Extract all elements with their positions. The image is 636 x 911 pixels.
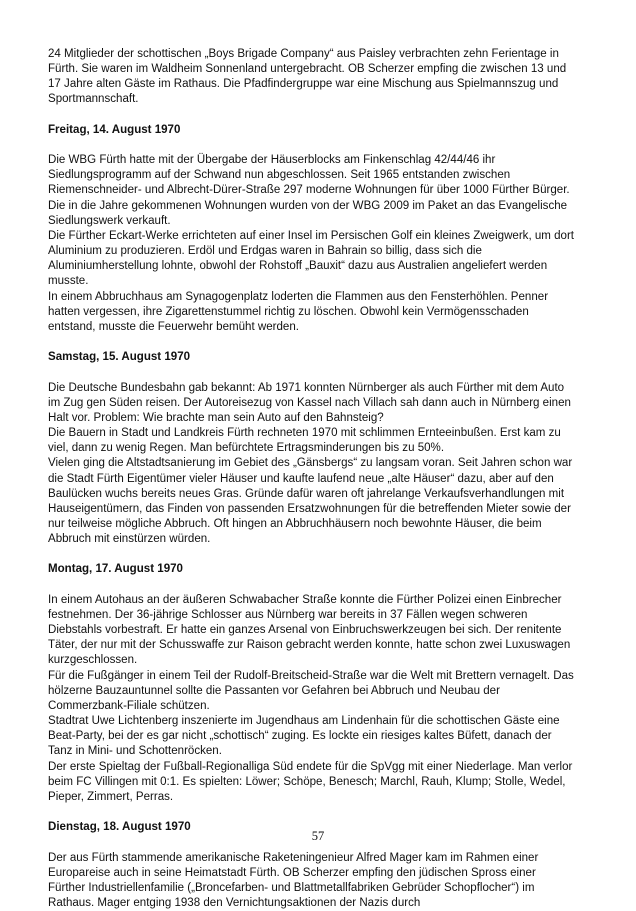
paragraph: Die WBG Fürth hatte mit der Übergabe der Häuserblocks am Finkenschlag 42/44/46 ihr Siedlungsprogramm auf der Schwand nun abgeschlossen. Seit 1965 entstanden zwischen Riemenschneider- und Albrecht-Dürer-Straße 297 moderne Wohnungen für über 1000 Fürther Bürger. Die in die Jahre gekommenen Wohnungen wurden von der WBG 2009 im Paket an das Evangelische Siedlungswerk verkauft.: [48, 154, 570, 227]
paragraph: Der aus Fürth stammende amerikanische Raketeningenieur Alfred Mager kam im Rahmen einer Europareise auch in seine Heimatstadt Fürth. OB Scherzer empfing den jüdischen Spross einer Fürther Industriellenfamilie („Broncefarben- und Blattmetallfabriken Gebrüder Schopflocher“) im Rathaus. Mager entging 1938 den Vernichtungsaktionen der Nazis durch: [48, 851, 539, 909]
paragraph: In einem Abbruchhaus am Synagogenplatz loderten die Flammen aus den Fensterhöhlen. Penner hatten vergessen, ihre Zigarettenstummel richtig zu löschen. Obwohl kein Vermögensschaden entstand, musste die Feuerwehr bemüht werden.: [48, 290, 549, 333]
section-heading: Montag, 17. August 1970: [48, 563, 183, 576]
intro-paragraph: 24 Mitglieder der schottischen „Boys Brigade Company“ aus Paisley verbrachten zehn Ferientage in Fürth. Sie waren im Waldheim Sonnenland untergebracht. OB Scherzer empfing die zwischen 13 und 17 Jahre alten Gäste im Rathaus. Die Pfadfindergruppe war eine Mischung aus Spielmannszug und Sportmannschaft.: [48, 48, 567, 106]
section-gap: [48, 108, 576, 123]
paragraph: Stadtrat Uwe Lichtenberg inszenierte im Jugendhaus am Lindenhain für die schottischen Gäste eine Beat-Party, bei der es gar nicht „schottisch“ zuging. Es lockte ein riesiges kaltes Büfett, danach der Tanz in Mini- und Schottenröcken.: [48, 715, 560, 758]
section-heading: Samstag, 15. August 1970: [48, 351, 191, 364]
section-gap: [48, 335, 576, 350]
paragraph: Die Bauern in Stadt und Landkreis Fürth rechneten 1970 mit schlimmen Ernteeinbußen. Erst kam zu viel, dann zu wenig Regen. Man befürchtete Ertragsminderungen bis zu 50%.: [48, 427, 561, 455]
section-saturday-15-august: [48, 350, 576, 547]
page-number: 57: [311, 829, 325, 843]
paragraph: Die Fürther Eckart-Werke errichteten auf einer Insel im Persischen Golf ein kleines Zweigwerk, um dort Aluminium zu produzieren. Erdöl und Erdgas waren in Bahrain so billig, dass sich die Aluminiumherstellung lohnte, obwohl der Rohstoff „Bauxit“ dazu aus Australien angeliefert werden musste.: [48, 229, 575, 288]
intro-section: [48, 47, 576, 108]
paragraph: Vielen ging die Altstadtsanierung im Gebiet des „Gänsbergs“ zu langsam voran. Seit Jahren schon war die Stadt Fürth Eigentümer vieler Häuser und kaufte laufend neue „alte Häuser“ dazu, aber auf den Baulücken wuchs bereits neues Gras. Gründe dafür waren oft jahrelange Verkaufsverhandlungen mit Hauseigentümern, das Finden von passenden Ersatzwohnungen für die betreffenden Mieter sowie der nur teilweise mögliche Abbruch. Oft hingen an Abbruchhäusern noch bewohnte Häuser, die beim Abbruch mit einstürzen würden.: [48, 457, 573, 546]
paragraph: Der erste Spieltag der Fußball-Regionalliga Süd endete für die SpVgg mit einer Niederlage. Man verlor beim FC Villingen mit 0:1. Es spielten: Löwer; Schöpe, Benesch; Marchl, Rauh, Klump; Stolle, Wedel, Pieper, Zimmert, Perras.: [48, 760, 573, 803]
section-heading: Freitag, 14. August 1970: [48, 123, 181, 136]
paragraph: Die Deutsche Bundesbahn gab bekannt: Ab 1971 konnten Nürnberger als auch Fürther mit dem Auto im Zug gen Süden reisen. Der Autoreisezug von Kassel nach Villach sah dann auch in Nürnberg einen Halt vor. Problem: Wie brachte man sein Auto auf den Bahnsteig?: [48, 381, 571, 424]
section-friday-14-august: [48, 123, 576, 335]
section-heading: Dienstag, 18. August 1970: [48, 821, 191, 834]
paragraph: Für die Fußgänger in einem Teil der Rudolf-Breitscheid-Straße war die Welt mit Brettern vernagelt. Das hölzerne Bauzauntunnel sollte die Passanten vor Gefahren bei Abbruch und Neubau der Commerzbank-Filiale schützen.: [48, 669, 574, 712]
section-gap: [48, 805, 576, 820]
paragraph: In einem Autohaus an der äußeren Schwabacher Straße konnte die Fürther Polizei einen Einbrecher festnehmen. Der 36-jährige Schlosser aus Nürnberg war bereits in 37 Fällen wegen schweren Diebstahls vorbestraft. Er hatte ein ganzes Arsenal von Einbruchswerkzeugen bei sich. Der renitente Täter, der nur mit der Schusswaffe zur Raison gebracht werden konnte, hatte schon zwei Luxuswagen kurzgeschlossen.: [48, 593, 571, 667]
section-monday-17-august: [48, 562, 576, 805]
section-gap: [48, 547, 576, 562]
